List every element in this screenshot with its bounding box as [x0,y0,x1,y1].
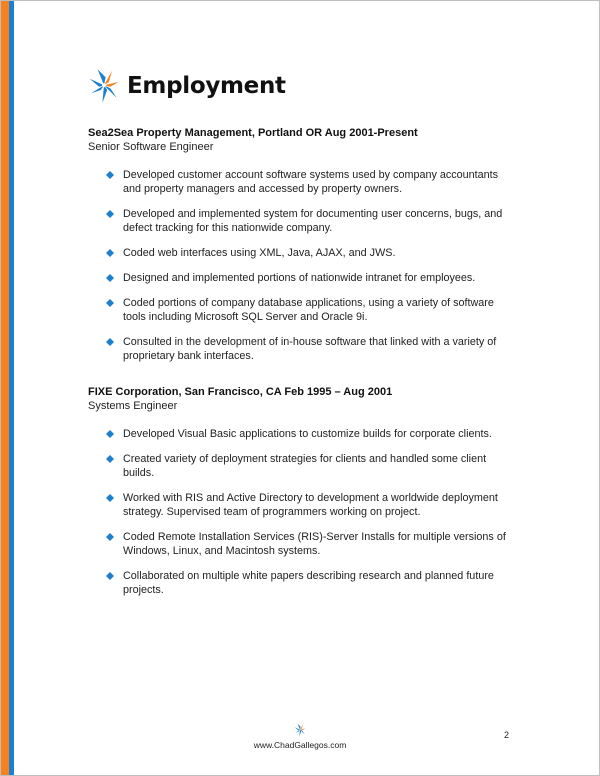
starburst-logo-icon [88,66,120,106]
job-bullet-list [88,427,518,597]
bullet-text: Consulted in the development of in-house software that linked with a variety of proprietary bank interfaces. [123,336,497,362]
page-title: Employment [127,73,286,99]
diamond-bullet-icon [106,533,114,541]
page-number: 2 [504,730,510,740]
job-heading: FIXE Corporation, San Francisco, CA Feb 1995 – Aug 2001 [88,386,393,398]
bullet-text: Developed and implemented system for documenting user concerns, bugs, and defect tracking for this nationwide company. [123,208,503,234]
diamond-bullet-icon [106,249,114,257]
list-item [88,207,518,235]
job-role: Systems Engineer [88,400,178,412]
job-entry [88,126,518,363]
list-item [88,335,518,363]
bullet-text: Coded portions of company database applications, using a variety of software tools including Microsoft SQL Server and Oracle 9i. [123,297,494,323]
bullet-text: Designed and implemented portions of nationwide intranet for employees. [123,272,476,284]
job-heading: Sea2Sea Property Management, Portland OR Aug 2001-Present [88,127,418,139]
diamond-bullet-icon [106,455,114,463]
list-item [88,271,518,285]
bullet-text: Coded Remote Installation Services (RIS)-Server Installs for multiple versions of Windows, Linux, and Macintosh systems. [123,531,506,557]
list-item [88,530,518,558]
bullet-text: Coded web interfaces using XML, Java, AJAX, and JWS. [123,247,396,259]
diamond-bullet-icon [106,572,114,580]
starburst-logo-icon [294,722,306,738]
list-item [88,491,518,519]
list-item [88,246,518,260]
left-accent-stripe-blue [9,0,14,776]
page-footer [0,722,600,750]
diamond-bullet-icon [106,494,114,502]
left-accent-stripe-orange [0,0,9,776]
list-item [88,452,518,480]
diamond-bullet-icon [106,274,114,282]
bullet-text: Created variety of deployment strategies for clients and handled some client builds. [123,453,487,479]
list-item [88,168,518,196]
job-entry [88,385,518,597]
list-item [88,569,518,597]
employment-content [88,126,518,619]
diamond-bullet-icon [106,210,114,218]
diamond-bullet-icon [106,430,114,438]
bullet-text: Collaborated on multiple white papers describing research and planned future projects. [123,570,494,596]
bullet-text: Developed Visual Basic applications to customize builds for corporate clients. [123,428,492,440]
bullet-text: Developed customer account software systems used by company accountants and property managers and accessed by property owners. [123,169,499,195]
job-role: Senior Software Engineer [88,141,214,153]
footer-website-url: www.ChadGallegos.com [253,740,347,750]
job-bullet-list [88,168,518,363]
list-item [88,427,518,441]
diamond-bullet-icon [106,338,114,346]
diamond-bullet-icon [106,171,114,179]
list-item [88,296,518,324]
diamond-bullet-icon [106,299,114,307]
bullet-text: Worked with RIS and Active Directory to development a worldwide deployment strategy. Supervised team of programmers working on project. [123,492,498,518]
section-header [88,66,286,106]
